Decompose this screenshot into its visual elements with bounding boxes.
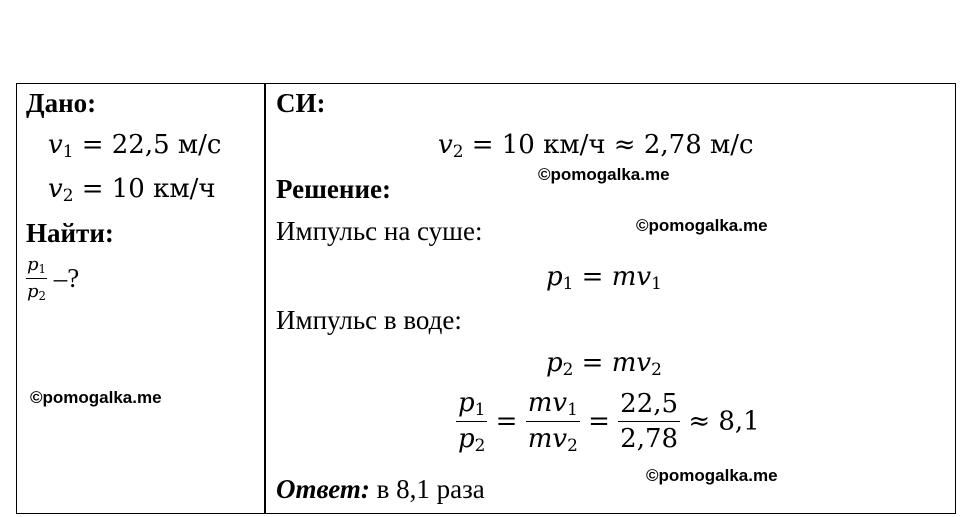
ratio-fraction-p: $\frac{p_1}{p_2}$ — [458, 388, 486, 456]
velocity-symbol: v — [48, 174, 63, 204]
find-fraction: $\frac{p_1}{p_2}$ — [27, 254, 46, 303]
velocity-symbol: v — [48, 130, 63, 160]
subscript: 2 — [62, 185, 74, 206]
find-heading: Найти: — [26, 218, 114, 248]
answer-line — [276, 474, 485, 505]
given-line-1 — [48, 130, 221, 161]
watermark: ©pomogalka.me — [538, 165, 670, 184]
given-heading: Дано: — [26, 88, 97, 118]
impulse-water-label: Импульс в воде: — [276, 305, 462, 335]
ratio-formula: $\frac{p_1}{p_2}$ = $\frac{mv_1}{mv_2}$ = $\frac{22,5}{2,78}$ ≈ 8,1 — [458, 388, 760, 456]
answer-label: Ответ: — [276, 474, 370, 504]
impulse-land-label: Импульс на суше: — [276, 216, 483, 246]
ratio-fraction-numeric: $\frac{22,5}{2,78}$ — [620, 389, 679, 455]
subscript: 1 — [62, 141, 74, 162]
column-divider — [264, 83, 266, 514]
answer-text: в 8,1 раза — [369, 474, 485, 504]
ratio-result: ≈ 8,1 — [680, 406, 760, 437]
formula-impulse-land: $p_1 = mv_1$ — [546, 262, 662, 294]
solution-heading: Решение: — [276, 174, 391, 204]
given-line-2 — [48, 174, 216, 205]
find-suffix: –? — [46, 262, 80, 293]
watermark: ©pomogalka.me — [646, 466, 778, 485]
find-expression — [26, 254, 79, 303]
given-line-2-value: = 10 км/ч — [73, 174, 216, 204]
ratio-fraction-mv: $\frac{mv_1}{mv_2}$ — [527, 388, 578, 456]
watermark: ©pomogalka.me — [30, 388, 162, 407]
si-heading: СИ: — [276, 88, 326, 118]
given-line-1-value: = 22,5 м/с — [73, 130, 222, 160]
watermark: ©pomogalka.me — [636, 216, 768, 235]
formula-impulse-water: $p_2 = mv_2$ — [546, 348, 662, 380]
si-formula: $v_2 = 10$ км/ч ≈ 2,78 м/с — [438, 130, 754, 162]
